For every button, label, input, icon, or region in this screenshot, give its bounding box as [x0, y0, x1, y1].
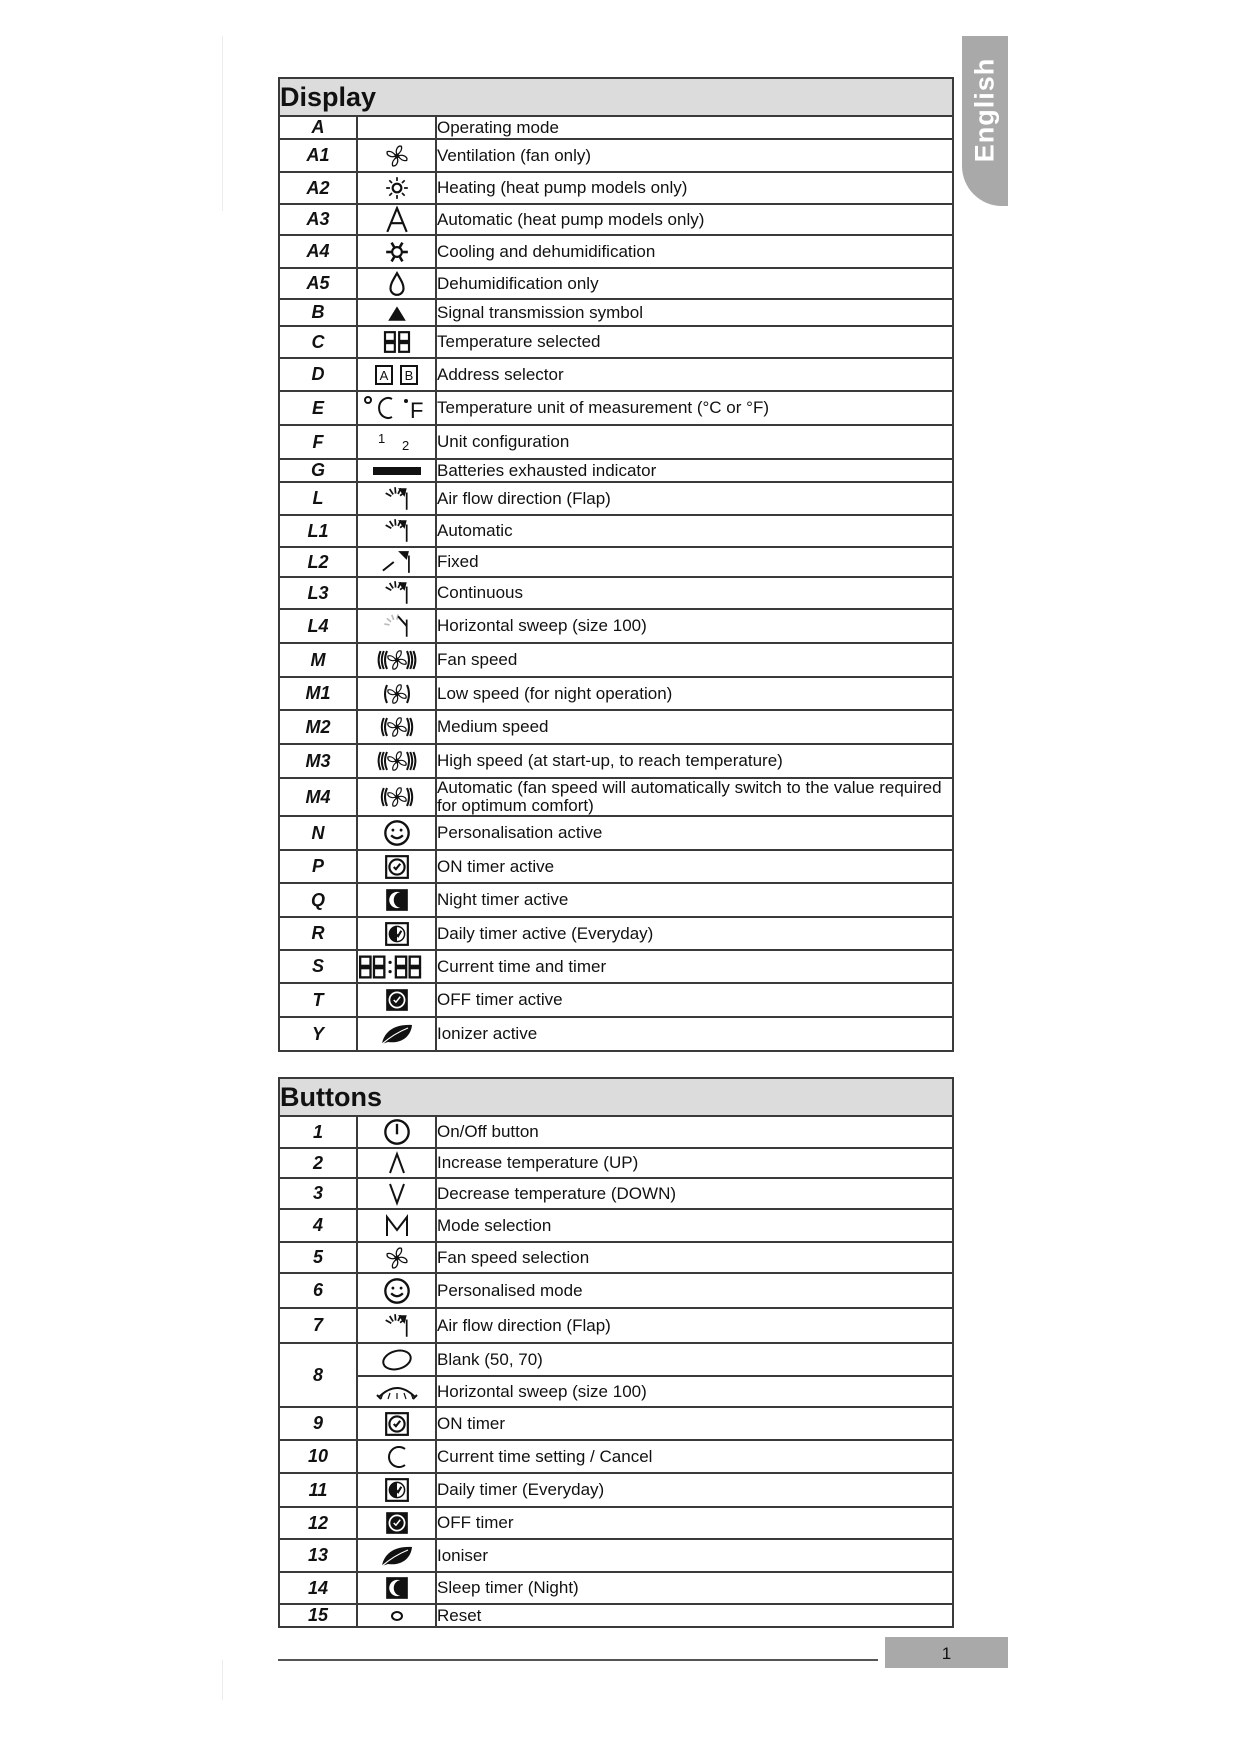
row-description: Signal transmission symbol [436, 299, 953, 326]
display-row [279, 677, 953, 710]
row-description: ON timer [436, 1407, 953, 1440]
row-code: R [279, 917, 357, 950]
none-icon [357, 116, 436, 139]
row-code: P [279, 850, 357, 883]
moon-icon [357, 1572, 436, 1604]
display-row [279, 744, 953, 778]
m-letter-icon [357, 1209, 436, 1242]
display-row [279, 917, 953, 950]
display-row [279, 643, 953, 677]
row-description: Operating mode [436, 116, 953, 139]
display-row [279, 459, 953, 482]
buttons-row [279, 1209, 953, 1242]
row-code: 10 [279, 1440, 357, 1473]
display-row [279, 609, 953, 643]
row-code: 1 [279, 1116, 357, 1148]
row-description: Continuous [436, 577, 953, 609]
buttons-row [279, 1242, 953, 1273]
row-description: Dehumidification only [436, 268, 953, 299]
row-description: Fan speed [436, 643, 953, 677]
buttons-title: Buttons [279, 1078, 953, 1116]
fan-low-icon [357, 677, 436, 710]
row-code: 13 [279, 1539, 357, 1572]
leaf-icon [357, 1017, 436, 1051]
row-description: Air flow direction (Flap) [436, 1308, 953, 1343]
row-description: Daily timer (Everyday) [436, 1473, 953, 1507]
leaf-icon [357, 1539, 436, 1572]
row-description: Medium speed [436, 710, 953, 744]
flap-icon [357, 482, 436, 515]
display-row [279, 204, 953, 235]
address-ab-icon [357, 358, 436, 391]
row-code: L3 [279, 577, 357, 609]
fan-icon [357, 139, 436, 172]
row-code: L2 [279, 547, 357, 577]
row-code: 7 [279, 1308, 357, 1343]
fan-auto-icon [357, 778, 436, 816]
margin-line [222, 36, 223, 211]
display-row [279, 547, 953, 577]
off-timer-icon [357, 983, 436, 1017]
display-row [279, 710, 953, 744]
display-table [278, 77, 954, 1052]
power-icon [357, 1116, 436, 1148]
on-timer-icon [357, 1407, 436, 1440]
row-description: Ionizer active [436, 1017, 953, 1051]
row-description: Blank (50, 70) [436, 1343, 953, 1376]
row-code: T [279, 983, 357, 1017]
row-description: Batteries exhausted indicator [436, 459, 953, 482]
flap-continuous-icon [357, 577, 436, 609]
row-description: Low speed (for night operation) [436, 677, 953, 710]
display-row [279, 983, 953, 1017]
row-description: Automatic [436, 515, 953, 547]
svg-text:1: 1 [377, 431, 385, 446]
row-code: S [279, 950, 357, 983]
row-description: Daily timer active (Everyday) [436, 917, 953, 950]
sun-icon [357, 172, 436, 204]
display-row [279, 172, 953, 204]
row-description: Night timer active [436, 883, 953, 917]
row-code: G [279, 459, 357, 482]
language-tab [962, 36, 1008, 206]
display-row [279, 235, 953, 268]
row-code: L1 [279, 515, 357, 547]
daily-timer-icon [357, 1473, 436, 1507]
buttons-row [279, 1273, 953, 1308]
row-description: Mode selection [436, 1209, 953, 1242]
flap-auto-icon [357, 515, 436, 547]
row-code: 5 [279, 1242, 357, 1273]
page-number: 1 [885, 1637, 1008, 1668]
display-title: Display [279, 78, 953, 116]
flap-horizontal-icon [357, 609, 436, 643]
row-code: D [279, 358, 357, 391]
row-description: Cooling and dehumidification [436, 235, 953, 268]
row-code: F [279, 425, 357, 459]
daily-timer-icon [357, 917, 436, 950]
row-code: 4 [279, 1209, 357, 1242]
display-row [279, 883, 953, 917]
snowflake-icon [357, 235, 436, 268]
row-description: Automatic (fan speed will automatically switch to the value required for optimum comfort) [436, 778, 953, 816]
buttons-row [279, 1440, 953, 1473]
row-code: B [279, 299, 357, 326]
row-description: Fixed [436, 547, 953, 577]
caret-down-icon [357, 1178, 436, 1209]
display-row [279, 950, 953, 983]
display-row [279, 482, 953, 515]
flap-icon [357, 1308, 436, 1343]
buttons-row [279, 1407, 953, 1440]
off-timer-icon [357, 1507, 436, 1539]
fan-icon [357, 1242, 436, 1273]
moon-icon [357, 883, 436, 917]
svg-text:2: 2 [401, 438, 409, 453]
buttons-row [279, 1604, 953, 1627]
row-code: M2 [279, 710, 357, 744]
display-row [279, 139, 953, 172]
display-row [279, 816, 953, 850]
row-description: Automatic (heat pump models only) [436, 204, 953, 235]
smiley-icon [357, 816, 436, 850]
row-description: Current time and timer [436, 950, 953, 983]
triangle-icon [357, 299, 436, 326]
row-code: N [279, 816, 357, 850]
row-description: Reset [436, 1604, 953, 1627]
battery-bar-icon [357, 459, 436, 482]
language-label: English [969, 57, 1000, 163]
row-code: A3 [279, 204, 357, 235]
unit-config-icon [357, 425, 436, 459]
row-description: Temperature unit of measurement (°C or °F) [436, 391, 953, 425]
caret-up-icon [357, 1148, 436, 1178]
fan-medium-icon [357, 710, 436, 744]
blank-oval-icon [357, 1343, 436, 1376]
buttons-row [279, 1507, 953, 1539]
row-description: High speed (at start-up, to reach temperature) [436, 744, 953, 778]
svg-text:A: A [379, 367, 388, 383]
row-code: A [279, 116, 357, 139]
row-code: 15 [279, 1604, 357, 1627]
row-description: Unit configuration [436, 425, 953, 459]
buttons-table [278, 1077, 954, 1628]
row-description: Address selector [436, 358, 953, 391]
fan-speed-icon [357, 643, 436, 677]
buttons-row [279, 1376, 953, 1407]
row-code: 8 [279, 1343, 357, 1407]
row-code: 9 [279, 1407, 357, 1440]
row-description: Fan speed selection [436, 1242, 953, 1273]
row-code: A2 [279, 172, 357, 204]
row-description: ON timer active [436, 850, 953, 883]
buttons-row [279, 1308, 953, 1343]
row-description: Temperature selected [436, 326, 953, 358]
reset-dot-icon [357, 1604, 436, 1627]
smiley-icon [357, 1273, 436, 1308]
flap-fixed-icon [357, 547, 436, 577]
row-code: 12 [279, 1507, 357, 1539]
display-row [279, 391, 953, 425]
row-description: Current time setting / Cancel [436, 1440, 953, 1473]
display-row [279, 515, 953, 547]
margin-line [222, 1660, 223, 1700]
buttons-row [279, 1178, 953, 1209]
row-description: Personalised mode [436, 1273, 953, 1308]
row-code: A4 [279, 235, 357, 268]
display-row [279, 116, 953, 139]
celsius-fahrenheit-icon [357, 391, 436, 425]
buttons-row [279, 1572, 953, 1604]
row-code: M [279, 643, 357, 677]
display-row [279, 850, 953, 883]
clock-digits-icon [357, 950, 436, 983]
display-row [279, 425, 953, 459]
svg-text:F: F [409, 398, 423, 422]
buttons-row [279, 1473, 953, 1507]
footer-rule [278, 1659, 878, 1661]
row-code: L4 [279, 609, 357, 643]
row-code: M1 [279, 677, 357, 710]
row-code: Q [279, 883, 357, 917]
display-row [279, 778, 953, 816]
row-description: OFF timer active [436, 983, 953, 1017]
row-code: L [279, 482, 357, 515]
row-description: Sleep timer (Night) [436, 1572, 953, 1604]
row-description: Personalisation active [436, 816, 953, 850]
row-description: Increase temperature (UP) [436, 1148, 953, 1178]
row-description: Air flow direction (Flap) [436, 482, 953, 515]
buttons-row [279, 1343, 953, 1376]
display-row [279, 358, 953, 391]
auto-a-icon [357, 204, 436, 235]
row-code: 2 [279, 1148, 357, 1178]
row-description: Ventilation (fan only) [436, 139, 953, 172]
svg-text:B: B [404, 367, 413, 383]
buttons-row [279, 1116, 953, 1148]
row-code: 14 [279, 1572, 357, 1604]
drop-icon [357, 268, 436, 299]
fan-high-icon [357, 744, 436, 778]
row-code: A5 [279, 268, 357, 299]
buttons-row [279, 1148, 953, 1178]
row-code: M4 [279, 778, 357, 816]
horizontal-sweep-icon [357, 1376, 436, 1407]
display-row [279, 577, 953, 609]
display-row [279, 268, 953, 299]
display-row [279, 299, 953, 326]
display-row [279, 1017, 953, 1051]
buttons-row [279, 1539, 953, 1572]
two-digit-icon [357, 326, 436, 358]
row-code: M3 [279, 744, 357, 778]
row-code: E [279, 391, 357, 425]
row-description: Heating (heat pump models only) [436, 172, 953, 204]
c-letter-icon [357, 1440, 436, 1473]
row-description: On/Off button [436, 1116, 953, 1148]
on-timer-icon [357, 850, 436, 883]
display-row [279, 326, 953, 358]
row-code: Y [279, 1017, 357, 1051]
row-code: C [279, 326, 357, 358]
row-code: 11 [279, 1473, 357, 1507]
row-description: OFF timer [436, 1507, 953, 1539]
row-code: A1 [279, 139, 357, 172]
row-code: 3 [279, 1178, 357, 1209]
row-description: Horizontal sweep (size 100) [436, 609, 953, 643]
row-code: 6 [279, 1273, 357, 1308]
row-description: Horizontal sweep (size 100) [436, 1376, 953, 1407]
row-description: Decrease temperature (DOWN) [436, 1178, 953, 1209]
row-description: Ioniser [436, 1539, 953, 1572]
